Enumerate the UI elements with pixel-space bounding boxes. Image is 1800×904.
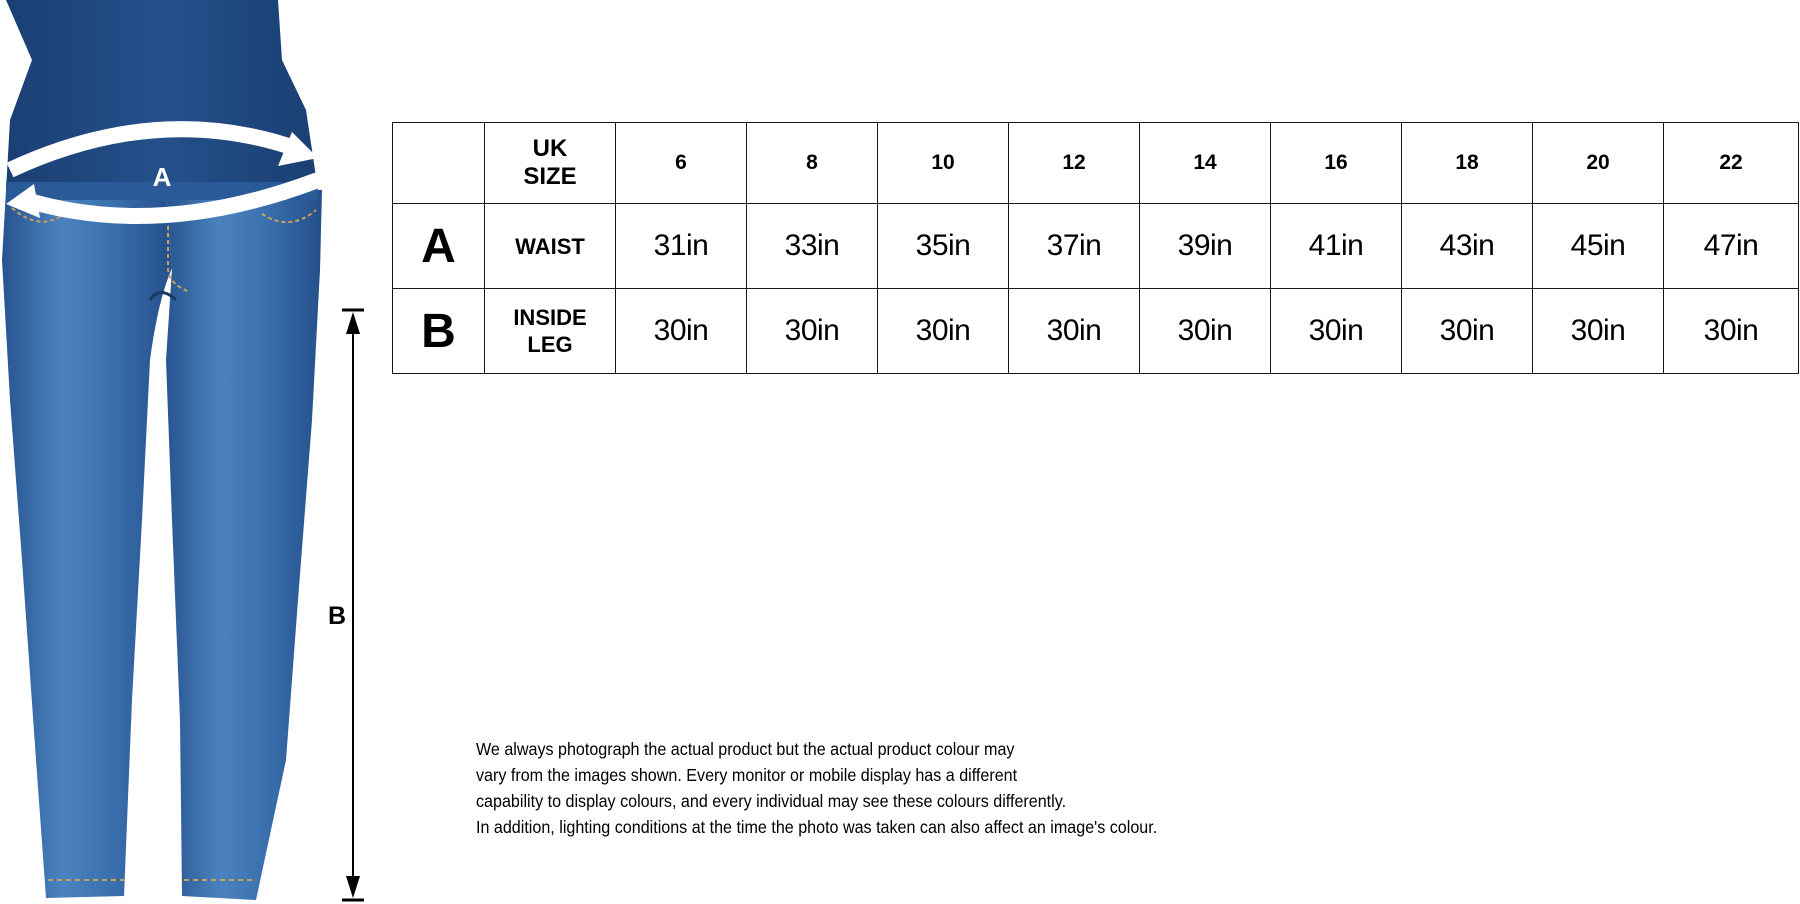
disclaimer-line: In addition, lighting conditions at the time the photo was taken can also affect an image's colour. bbox=[476, 817, 1158, 837]
size-header-cell: 16 bbox=[1271, 123, 1402, 204]
waist-value: 41in bbox=[1271, 204, 1402, 289]
size-header-cell: 20 bbox=[1533, 123, 1664, 204]
uk-size-line1: UK bbox=[532, 135, 568, 162]
size-header-cell: 6 bbox=[616, 123, 747, 204]
waist-value: 33in bbox=[747, 204, 878, 289]
size-header-cell: 18 bbox=[1402, 123, 1533, 204]
size-header-cell: 10 bbox=[878, 123, 1009, 204]
waist-value: 35in bbox=[878, 204, 1009, 289]
uk-size-line2: SIZE bbox=[523, 163, 577, 190]
header-row bbox=[393, 123, 1799, 204]
waist-value: 45in bbox=[1533, 204, 1664, 289]
waist-value: 43in bbox=[1402, 204, 1533, 289]
maternity-jeans-illustration bbox=[0, 0, 380, 904]
waist-value: 39in bbox=[1140, 204, 1271, 289]
colour-disclaimer bbox=[476, 736, 1175, 840]
inside-leg-value: 30in bbox=[1664, 289, 1799, 374]
label-b: B bbox=[327, 602, 347, 630]
waist-value: 31in bbox=[616, 204, 747, 289]
row-letter-a: A bbox=[393, 204, 485, 289]
size-header-cell: 12 bbox=[1009, 123, 1140, 204]
inside-leg-value: 30in bbox=[1271, 289, 1402, 374]
jeans-legs bbox=[2, 190, 322, 900]
disclaimer-line: capability to display colours, and every individual may see these colours differently. bbox=[476, 791, 1067, 811]
inside-leg-value: 30in bbox=[878, 289, 1009, 374]
disclaimer-line: We always photograph the actual product but the actual product colour may bbox=[476, 739, 1015, 759]
inside-leg-value: 30in bbox=[1402, 289, 1533, 374]
waist-value: 37in bbox=[1009, 204, 1140, 289]
uk-size-header bbox=[485, 123, 616, 204]
inside-leg-value: 30in bbox=[1140, 289, 1271, 374]
waist-row bbox=[393, 204, 1799, 289]
size-header-cell: 14 bbox=[1140, 123, 1271, 204]
inside-leg-line1: INSIDE bbox=[513, 305, 587, 330]
inside-leg-value: 30in bbox=[1009, 289, 1140, 374]
inside-leg-value: 30in bbox=[1533, 289, 1664, 374]
waist-label: WAIST bbox=[485, 204, 616, 289]
label-a: A bbox=[152, 162, 172, 192]
size-header-cell: 8 bbox=[747, 123, 878, 204]
disclaimer-line: vary from the images shown. Every monitor or mobile display has a different bbox=[476, 765, 1018, 785]
waist-value: 47in bbox=[1664, 204, 1799, 289]
inside-leg-value: 30in bbox=[616, 289, 747, 374]
corner-cell bbox=[393, 123, 485, 204]
inside-leg-row bbox=[393, 289, 1799, 374]
inside-leg-label bbox=[485, 289, 616, 374]
left-leg bbox=[2, 190, 172, 898]
size-header-cell: 22 bbox=[1664, 123, 1799, 204]
size-chart-table bbox=[392, 122, 1799, 374]
inside-leg-line2: LEG bbox=[527, 332, 573, 357]
inside-leg-value: 30in bbox=[747, 289, 878, 374]
row-letter-b: B bbox=[393, 289, 485, 374]
right-leg bbox=[165, 190, 322, 900]
